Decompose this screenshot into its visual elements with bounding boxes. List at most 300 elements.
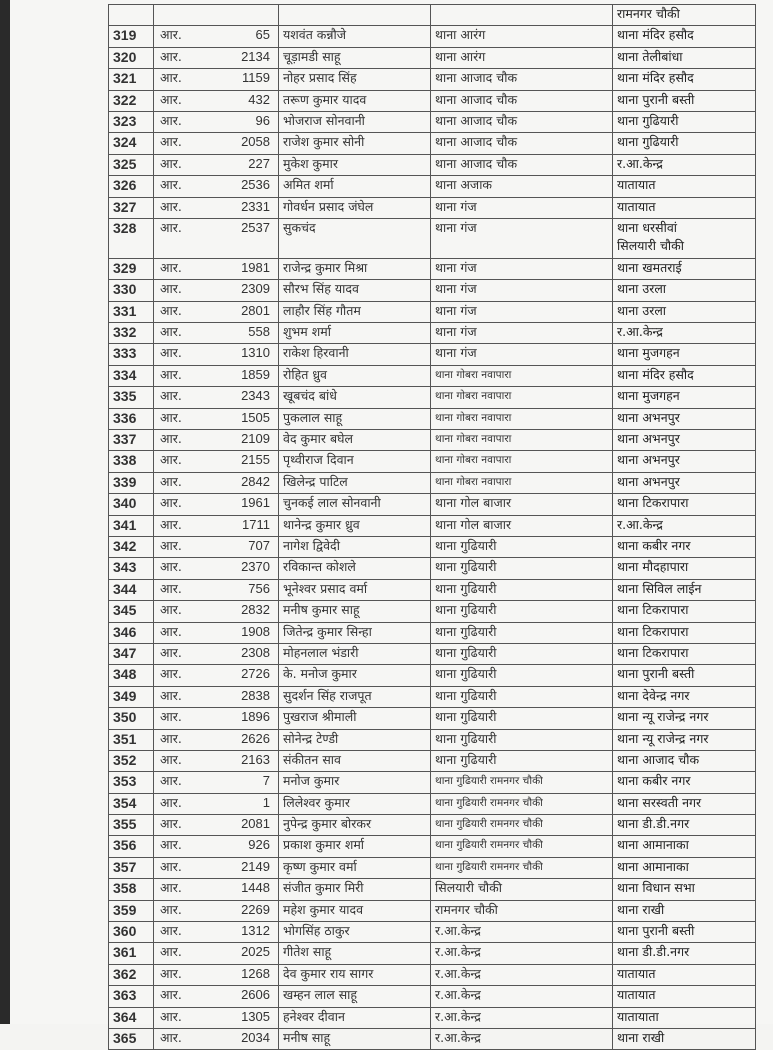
rank-text: आर. xyxy=(160,773,182,789)
to-station-cell: थाना मंदिर हसौद xyxy=(613,69,756,90)
table-row xyxy=(109,558,756,579)
sno-cell: 323 xyxy=(109,111,154,132)
sno-cell: 364 xyxy=(109,1007,154,1028)
rank-text: आर. xyxy=(160,730,182,746)
from-station-cell: थाना गोल बाजार xyxy=(431,515,613,536)
rank-number-cell xyxy=(154,69,279,90)
number-text: 2025 xyxy=(241,944,270,960)
sno-cell: 362 xyxy=(109,964,154,985)
rank-text: आर. xyxy=(160,409,182,425)
rank-text: आर. xyxy=(160,324,182,340)
name-cell: चूड़ामडी साहू xyxy=(279,47,431,68)
to-station-cell: थाना मुजगहन xyxy=(613,387,756,408)
number-text: 1310 xyxy=(241,345,270,361)
sno-cell: 340 xyxy=(109,494,154,515)
number-text: 1981 xyxy=(241,259,270,275)
rank-number-cell xyxy=(154,964,279,985)
number-text: 1711 xyxy=(242,516,270,532)
rank-text: आर. xyxy=(160,987,182,1003)
rank-number-cell xyxy=(154,408,279,429)
from-station-cell: थाना आरंग xyxy=(431,47,613,68)
name-cell: गोवर्धन प्रसाद जंघेल xyxy=(279,197,431,218)
from-station-cell: थाना गंज xyxy=(431,323,613,344)
rank-number-cell xyxy=(154,729,279,750)
name-cell: अमित शर्मा xyxy=(279,176,431,197)
number-text: 1961 xyxy=(241,495,270,511)
sno-cell: 365 xyxy=(109,1028,154,1049)
sno-cell: 358 xyxy=(109,879,154,900)
table-row xyxy=(109,601,756,622)
table-row xyxy=(109,365,756,386)
name-cell: संकीतन साव xyxy=(279,750,431,771)
rank-number-cell xyxy=(154,26,279,47)
number-text: 558 xyxy=(248,324,270,340)
to-station-cell: थाना अभनपुर xyxy=(613,451,756,472)
sno-cell: 342 xyxy=(109,536,154,557)
number-text: 2058 xyxy=(241,134,270,150)
to-station-cell: थाना देवेन्द्र नगर xyxy=(613,686,756,707)
to-station-cell: थाना आमानाका xyxy=(613,836,756,857)
table-body xyxy=(109,5,756,1050)
from-station-cell: रामनगर चौकी xyxy=(431,900,613,921)
header-cell-num xyxy=(154,5,279,26)
sno-cell: 345 xyxy=(109,601,154,622)
name-cell: खम्हन लाल साहू xyxy=(279,986,431,1007)
table-row xyxy=(109,408,756,429)
number-text: 2269 xyxy=(241,901,270,917)
transfer-table xyxy=(108,4,756,1050)
rank-number-cell xyxy=(154,793,279,814)
number-text: 756 xyxy=(248,580,270,596)
rank-number-cell xyxy=(154,1028,279,1049)
to-station-cell: थाना टिकरापारा xyxy=(613,643,756,664)
to-station-cell: थाना राखी xyxy=(613,900,756,921)
from-station-cell: थाना गुढियारी xyxy=(431,579,613,600)
to-station-cell: थाना सरस्वती नगर xyxy=(613,793,756,814)
name-cell: भोगसिंह ठाकुर xyxy=(279,922,431,943)
number-text: 1 xyxy=(262,794,270,810)
sno-cell: 348 xyxy=(109,665,154,686)
name-cell: रविकान्त कोशले xyxy=(279,558,431,579)
rank-number-cell xyxy=(154,258,279,279)
from-station-cell: थाना गोबरा नवापारा xyxy=(431,430,613,451)
to-station-cell: यातायात xyxy=(613,176,756,197)
to-station-cell: थाना टिकरापारा xyxy=(613,601,756,622)
to-station-cell: यातायात xyxy=(613,197,756,218)
rank-number-cell xyxy=(154,686,279,707)
rank-text: आर. xyxy=(160,473,182,489)
table-row xyxy=(109,154,756,175)
rank-number-cell xyxy=(154,344,279,365)
rank-number-cell xyxy=(154,879,279,900)
table-row xyxy=(109,90,756,111)
rank-number-cell xyxy=(154,558,279,579)
rank-number-cell xyxy=(154,111,279,132)
name-cell: मुकेश कुमार xyxy=(279,154,431,175)
sno-cell: 347 xyxy=(109,643,154,664)
to-station-cell: थाना उरला xyxy=(613,301,756,322)
to-station-cell: थाना तेलीबांधा xyxy=(613,47,756,68)
rank-number-cell xyxy=(154,665,279,686)
rank-number-cell xyxy=(154,900,279,921)
rank-number-cell xyxy=(154,47,279,68)
from-station-cell: र.आ.केन्द्र xyxy=(431,922,613,943)
sno-cell: 341 xyxy=(109,515,154,536)
name-cell: भूनेश्वर प्रसाद वर्मा xyxy=(279,579,431,600)
number-text: 1505 xyxy=(241,409,270,425)
number-text: 96 xyxy=(255,112,270,128)
rank-text: आर. xyxy=(160,816,182,832)
sno-cell: 327 xyxy=(109,197,154,218)
from-station-cell: थाना आजाद चौक xyxy=(431,111,613,132)
name-cell: हनेश्वर दीवान xyxy=(279,1007,431,1028)
number-text: 1896 xyxy=(241,709,270,725)
to-station-cell: थाना पुरानी बस्ती xyxy=(613,90,756,111)
number-text: 7 xyxy=(262,773,270,789)
number-text: 65 xyxy=(255,27,270,43)
table-row xyxy=(109,176,756,197)
from-station-cell: थाना आजाद चौक xyxy=(431,90,613,111)
sno-cell: 329 xyxy=(109,258,154,279)
number-text: 2606 xyxy=(241,987,270,1003)
table-row xyxy=(109,729,756,750)
table-row xyxy=(109,494,756,515)
rank-text: आर. xyxy=(160,944,182,960)
number-text: 2081 xyxy=(241,816,270,832)
rank-number-cell xyxy=(154,323,279,344)
sno-cell: 356 xyxy=(109,836,154,857)
from-station-cell: थाना गोबरा नवापारा xyxy=(431,472,613,493)
table-row xyxy=(109,622,756,643)
name-cell: भोजराज सोनवानी xyxy=(279,111,431,132)
from-station-cell: थाना गुढियारी xyxy=(431,601,613,622)
to-station-line-2: सिलयारी चौकी xyxy=(617,237,684,253)
from-station-cell: थाना आजाद चौक xyxy=(431,154,613,175)
table-row xyxy=(109,536,756,557)
sno-cell: 335 xyxy=(109,387,154,408)
rank-text: आर. xyxy=(160,495,182,511)
sno-cell: 330 xyxy=(109,280,154,301)
to-station-cell: र.आ.केन्द्र xyxy=(613,154,756,175)
number-text: 926 xyxy=(248,837,270,853)
rank-number-cell xyxy=(154,943,279,964)
number-text: 1312 xyxy=(241,923,270,939)
name-cell: राजेश कुमार सोनी xyxy=(279,133,431,154)
from-station-cell: थाना गोबरा नवापारा xyxy=(431,451,613,472)
rank-text: आर. xyxy=(160,1029,182,1045)
from-station-cell: थाना गंज xyxy=(431,280,613,301)
to-station-cell: थाना कबीर नगर xyxy=(613,772,756,793)
from-station-cell: थाना गुढियारी xyxy=(431,750,613,771)
to-station-cell: थाना सिविल लाईन xyxy=(613,579,756,600)
to-station-cell: थाना मुजगहन xyxy=(613,344,756,365)
from-station-cell: र.आ.केन्द्र xyxy=(431,1028,613,1049)
rank-number-cell xyxy=(154,1007,279,1028)
name-cell: नुपेन्द्र कुमार बोरकर xyxy=(279,815,431,836)
to-station-cell: थाना पुरानी बस्ती xyxy=(613,665,756,686)
rank-text: आर. xyxy=(160,751,182,767)
sno-cell: 319 xyxy=(109,26,154,47)
name-cell: देव कुमार राय सागर xyxy=(279,964,431,985)
sno-cell: 343 xyxy=(109,558,154,579)
number-text: 1859 xyxy=(241,366,270,382)
sno-cell: 361 xyxy=(109,943,154,964)
from-station-cell: थाना गोबरा नवापारा xyxy=(431,408,613,429)
number-text: 2726 xyxy=(241,666,270,682)
table-row xyxy=(109,133,756,154)
rank-text: आर. xyxy=(160,198,182,214)
name-cell: मनोज कुमार xyxy=(279,772,431,793)
sno-cell: 350 xyxy=(109,708,154,729)
rank-text: आर. xyxy=(160,901,182,917)
left-dark-edge xyxy=(0,0,10,1024)
name-cell: शुभम शर्मा xyxy=(279,323,431,344)
number-text: 2370 xyxy=(241,559,270,575)
rank-text: आर. xyxy=(160,155,182,171)
table-header-row xyxy=(109,5,756,26)
from-station-cell: थाना गुढियारी xyxy=(431,665,613,686)
name-cell: कृष्ण कुमार वर्मा xyxy=(279,857,431,878)
rank-text: आर. xyxy=(160,580,182,596)
rank-text: आर. xyxy=(160,709,182,725)
table-row xyxy=(109,472,756,493)
sno-cell: 359 xyxy=(109,900,154,921)
from-station-cell: थाना गुढियारी xyxy=(431,558,613,579)
number-text: 1305 xyxy=(241,1008,270,1024)
to-station-cell: यातायात xyxy=(613,964,756,985)
number-text: 2626 xyxy=(241,730,270,746)
sno-cell: 332 xyxy=(109,323,154,344)
to-station-cell: थाना मौदहापारा xyxy=(613,558,756,579)
table-row xyxy=(109,218,756,258)
to-station-cell: थाना गुढियारी xyxy=(613,111,756,132)
from-station-cell: थाना गुढियारी xyxy=(431,686,613,707)
table-row xyxy=(109,344,756,365)
sno-cell: 334 xyxy=(109,365,154,386)
from-station-cell: थाना गंज xyxy=(431,197,613,218)
table-row xyxy=(109,986,756,1007)
name-cell: राकेश हिरवानी xyxy=(279,344,431,365)
from-station-cell: थाना गंज xyxy=(431,258,613,279)
to-station-cell: थाना न्यू राजेन्द्र नगर xyxy=(613,729,756,750)
number-text: 2343 xyxy=(241,388,270,404)
header-cell-sno xyxy=(109,5,154,26)
table-row xyxy=(109,665,756,686)
name-cell: मनीष साहू xyxy=(279,1028,431,1049)
from-station-cell: थाना गुढियारी रामनगर चौकी xyxy=(431,857,613,878)
table-row xyxy=(109,451,756,472)
name-cell: पुखराज श्रीमाली xyxy=(279,708,431,729)
rank-text: आर. xyxy=(160,431,182,447)
from-station-cell: सिलयारी चौकी xyxy=(431,879,613,900)
table-row xyxy=(109,879,756,900)
rank-text: आर. xyxy=(160,880,182,896)
rank-text: आर. xyxy=(160,965,182,981)
table-row xyxy=(109,922,756,943)
rank-number-cell xyxy=(154,430,279,451)
table-row xyxy=(109,793,756,814)
to-station-cell: थाना न्यू राजेन्द्र नगर xyxy=(613,708,756,729)
rank-number-cell xyxy=(154,815,279,836)
rank-text: आर. xyxy=(160,112,182,128)
table-row xyxy=(109,47,756,68)
rank-number-cell xyxy=(154,365,279,386)
table-row xyxy=(109,258,756,279)
rank-number-cell xyxy=(154,280,279,301)
number-text: 2801 xyxy=(241,302,270,318)
to-station-cell: थाना अभनपुर xyxy=(613,430,756,451)
table-row xyxy=(109,815,756,836)
to-station-cell: थाना अभनपुर xyxy=(613,408,756,429)
to-station-cell: थाना पुरानी बस्ती xyxy=(613,922,756,943)
rank-number-cell xyxy=(154,750,279,771)
name-cell: तरूण कुमार यादव xyxy=(279,90,431,111)
to-station-cell: यातायाता xyxy=(613,1007,756,1028)
rank-text: आर. xyxy=(160,281,182,297)
table-row xyxy=(109,26,756,47)
name-cell: महेश कुमार यादव xyxy=(279,900,431,921)
table-row xyxy=(109,111,756,132)
rank-text: आर. xyxy=(160,1008,182,1024)
to-station-cell: थाना आमानाका xyxy=(613,857,756,878)
from-station-cell: थाना गुढियारी xyxy=(431,708,613,729)
rank-text: आर. xyxy=(160,623,182,639)
number-text: 2309 xyxy=(241,281,270,297)
from-station-cell: थाना गंज xyxy=(431,301,613,322)
sno-cell: 328 xyxy=(109,218,154,258)
table-row xyxy=(109,280,756,301)
to-station-cell: यातायात xyxy=(613,986,756,1007)
rank-number-cell xyxy=(154,643,279,664)
rank-text: आर. xyxy=(160,666,182,682)
rank-text: आर. xyxy=(160,537,182,553)
name-cell: लाहौर सिंह गौतम xyxy=(279,301,431,322)
sno-cell: 338 xyxy=(109,451,154,472)
number-text: 1268 xyxy=(241,965,270,981)
sno-cell: 353 xyxy=(109,772,154,793)
sno-cell: 363 xyxy=(109,986,154,1007)
sno-cell: 354 xyxy=(109,793,154,814)
from-station-cell: थाना गंज xyxy=(431,218,613,258)
table-row xyxy=(109,643,756,664)
rank-number-cell xyxy=(154,986,279,1007)
sno-cell: 337 xyxy=(109,430,154,451)
rank-number-cell xyxy=(154,494,279,515)
from-station-cell: र.आ.केन्द्र xyxy=(431,964,613,985)
table-row xyxy=(109,772,756,793)
sno-cell: 360 xyxy=(109,922,154,943)
sno-cell: 324 xyxy=(109,133,154,154)
from-station-cell: थाना गुढियारी xyxy=(431,622,613,643)
from-station-cell: र.आ.केन्द्र xyxy=(431,986,613,1007)
name-cell: पुकलाल साहू xyxy=(279,408,431,429)
number-text: 227 xyxy=(248,155,270,171)
to-station-cell: थाना राखी xyxy=(613,1028,756,1049)
from-station-cell: थाना गोबरा नवापारा xyxy=(431,365,613,386)
rank-number-cell xyxy=(154,301,279,322)
name-cell: रोहित ध्रुव xyxy=(279,365,431,386)
from-station-cell: थाना गोल बाजार xyxy=(431,494,613,515)
number-text: 1159 xyxy=(242,70,270,86)
to-station-cell: थाना डी.डी.नगर xyxy=(613,815,756,836)
rank-number-cell xyxy=(154,857,279,878)
from-station-cell: थाना गुढियारी रामनगर चौकी xyxy=(431,772,613,793)
from-station-cell: थाना गुढियारी रामनगर चौकी xyxy=(431,815,613,836)
name-cell: खिलेन्द्र पाटिल xyxy=(279,472,431,493)
sno-cell: 346 xyxy=(109,622,154,643)
from-station-cell: थाना आजाद चौक xyxy=(431,133,613,154)
name-cell: के. मनोज कुमार xyxy=(279,665,431,686)
sno-cell: 339 xyxy=(109,472,154,493)
to-station-cell: थाना मंदिर हसौद xyxy=(613,365,756,386)
name-cell: मनीष कुमार साहू xyxy=(279,601,431,622)
table-row xyxy=(109,579,756,600)
name-cell: सोनेन्द्र टेण्डी xyxy=(279,729,431,750)
from-station-cell: र.आ.केन्द्र xyxy=(431,943,613,964)
rank-number-cell xyxy=(154,472,279,493)
table-row xyxy=(109,69,756,90)
name-cell: राजेन्द्र कुमार मिश्रा xyxy=(279,258,431,279)
table-row xyxy=(109,323,756,344)
to-station-cell: थाना टिकरापारा xyxy=(613,622,756,643)
from-station-cell: थाना गुढियारी xyxy=(431,643,613,664)
to-station-cell: थाना कबीर नगर xyxy=(613,536,756,557)
sno-cell: 322 xyxy=(109,90,154,111)
sno-cell: 357 xyxy=(109,857,154,878)
to-station-cell: थाना आजाद चौक xyxy=(613,750,756,771)
table-row xyxy=(109,515,756,536)
rank-number-cell xyxy=(154,133,279,154)
number-text: 2832 xyxy=(241,602,270,618)
rank-text: आर. xyxy=(160,70,182,86)
from-station-cell: थाना अजाक xyxy=(431,176,613,197)
sno-cell: 349 xyxy=(109,686,154,707)
sno-cell: 352 xyxy=(109,750,154,771)
number-text: 2308 xyxy=(241,644,270,660)
table-row xyxy=(109,197,756,218)
rank-number-cell xyxy=(154,451,279,472)
rank-number-cell xyxy=(154,579,279,600)
to-station-cell: थाना टिकरापारा xyxy=(613,494,756,515)
from-station-cell: थाना गुढियारी रामनगर चौकी xyxy=(431,793,613,814)
header-cell-from xyxy=(431,5,613,26)
to-station-cell: थाना विधान सभा xyxy=(613,879,756,900)
table-row xyxy=(109,964,756,985)
to-station-cell: र.आ.केन्द्र xyxy=(613,323,756,344)
rank-number-cell xyxy=(154,772,279,793)
number-text: 2155 xyxy=(241,452,270,468)
number-text: 432 xyxy=(248,91,270,107)
to-station-cell: थाना डी.डी.नगर xyxy=(613,943,756,964)
name-cell: मोहनलाल भंडारी xyxy=(279,643,431,664)
name-cell: खूबचंद बांधे xyxy=(279,387,431,408)
name-cell: थानेन्द्र कुमार ध्रुव xyxy=(279,515,431,536)
rank-text: आर. xyxy=(160,559,182,575)
rank-text: आर. xyxy=(160,91,182,107)
name-cell: सुकचंद xyxy=(279,218,431,258)
to-station-line-1: थाना धरसीवां xyxy=(617,219,678,235)
from-station-cell: थाना गुढियारी xyxy=(431,536,613,557)
rank-text: आर. xyxy=(160,837,182,853)
rank-text: आर. xyxy=(160,516,182,532)
name-cell: लिलेश्वर कुमार xyxy=(279,793,431,814)
rank-number-cell xyxy=(154,90,279,111)
rank-text: आर. xyxy=(160,27,182,43)
number-text: 1908 xyxy=(241,623,270,639)
table-row xyxy=(109,708,756,729)
table-row xyxy=(109,750,756,771)
rank-text: आर. xyxy=(160,794,182,810)
